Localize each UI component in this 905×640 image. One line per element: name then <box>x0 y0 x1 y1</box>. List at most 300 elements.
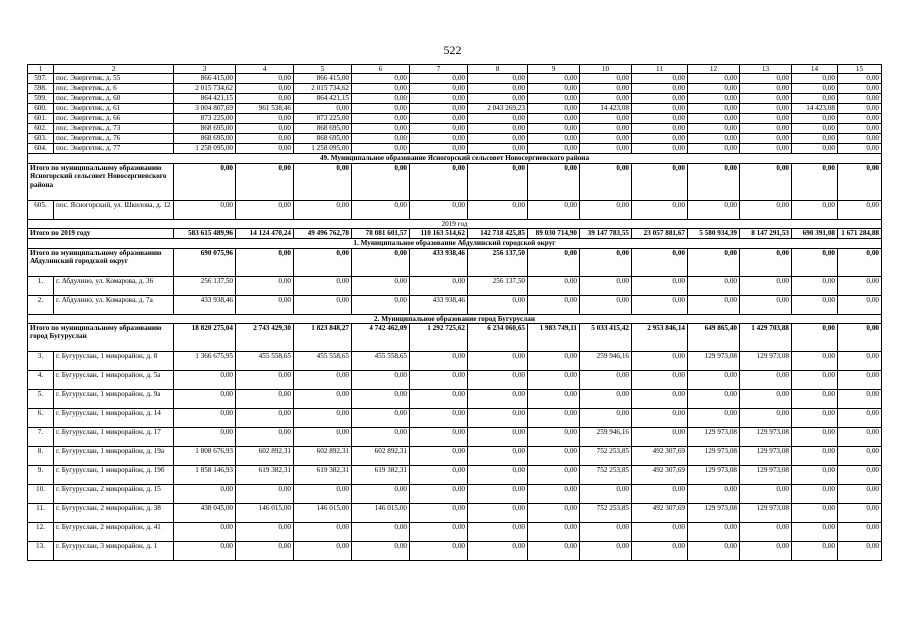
address-cell: пос. Энергетик, д. 60 <box>54 94 174 104</box>
value-cell: 0,00 <box>838 485 882 504</box>
address-cell: г. Бугуруслан, 1 микрорайон, д. 19б <box>54 466 174 485</box>
value-cell: 0,00 <box>528 390 580 409</box>
value-cell: 0,00 <box>580 94 632 104</box>
value-cell: 0,00 <box>352 485 410 504</box>
address-cell: г. Бугуруслан, 2 микрорайон, д. 15 <box>54 485 174 504</box>
total-value: 89 030 714,90 <box>528 229 580 239</box>
total-value: 0,00 <box>632 248 688 276</box>
value-cell: 0,00 <box>688 84 740 94</box>
table-row <box>28 352 882 371</box>
value-cell: 0,00 <box>838 144 882 154</box>
table-row <box>28 104 882 114</box>
table-row <box>28 74 882 84</box>
address-cell: пос. Ясногорский, ул. Шкилова, д. 12 <box>54 200 174 219</box>
value-cell: 0,00 <box>468 504 528 523</box>
value-cell: 868 695,00 <box>174 124 236 134</box>
value-cell: 0,00 <box>236 390 294 409</box>
value-cell: 0,00 <box>792 144 838 154</box>
value-cell: 0,00 <box>352 144 410 154</box>
value-cell: 3 004 807,69 <box>174 104 236 114</box>
value-cell: 0,00 <box>528 504 580 523</box>
header-cell: 7 <box>410 65 468 74</box>
total-value: 0,00 <box>294 248 352 276</box>
value-cell: 0,00 <box>410 74 468 84</box>
value-cell: 259 946,16 <box>580 428 632 447</box>
total-value: 0,00 <box>688 163 740 200</box>
total-value: 0,00 <box>632 163 688 200</box>
value-cell: 0,00 <box>632 276 688 295</box>
value-cell: 0,00 <box>410 447 468 466</box>
address-cell: г. Бугуруслан, 1 микрорайон, д. 8 <box>54 352 174 371</box>
value-cell: 0,00 <box>528 74 580 84</box>
value-cell: 0,00 <box>688 409 740 428</box>
year-header <box>28 219 882 228</box>
total-value: 23 057 881,67 <box>632 229 688 239</box>
value-cell: 0,00 <box>352 523 410 542</box>
total-value: 0,00 <box>838 248 882 276</box>
value-cell: 129 973,08 <box>740 504 792 523</box>
value-cell: 0,00 <box>688 200 740 219</box>
address-cell: г. Абдулино, ул. Комарова, д. 36 <box>54 276 174 295</box>
value-cell: 0,00 <box>580 84 632 94</box>
value-cell: 0,00 <box>688 295 740 314</box>
value-cell: 0,00 <box>528 114 580 124</box>
value-cell: 0,00 <box>410 466 468 485</box>
value-cell: 0,00 <box>688 134 740 144</box>
value-cell: 0,00 <box>688 371 740 390</box>
value-cell: 619 382,31 <box>236 466 294 485</box>
value-cell: 0,00 <box>410 352 468 371</box>
value-cell: 0,00 <box>740 542 792 561</box>
total-value: 1 823 848,27 <box>294 324 352 352</box>
value-cell: 619 382,31 <box>294 466 352 485</box>
address-cell: г. Бугуруслан, 3 микрорайон, д. 1 <box>54 542 174 561</box>
value-cell: 0,00 <box>174 523 236 542</box>
value-cell: 259 946,16 <box>580 352 632 371</box>
value-cell: 0,00 <box>174 485 236 504</box>
table-row <box>28 114 882 124</box>
value-cell: 0,00 <box>740 485 792 504</box>
value-cell: 866 415,00 <box>294 74 352 84</box>
value-cell: 0,00 <box>740 295 792 314</box>
total-value: 14 124 470,24 <box>236 229 294 239</box>
value-cell: 0,00 <box>838 409 882 428</box>
address-cell: г. Бугуруслан, 1 микрорайон, д. 14 <box>54 409 174 428</box>
value-cell: 0,00 <box>792 409 838 428</box>
total-value: 0,00 <box>528 163 580 200</box>
total-value: 433 938,46 <box>410 248 468 276</box>
value-cell: 0,00 <box>740 390 792 409</box>
value-cell: 0,00 <box>352 114 410 124</box>
value-cell: 0,00 <box>792 276 838 295</box>
total-value: 5 033 415,42 <box>580 324 632 352</box>
section-header <box>28 314 882 323</box>
value-cell: 0,00 <box>792 466 838 485</box>
total-value: 4 742 462,09 <box>352 324 410 352</box>
value-cell: 146 015,00 <box>294 504 352 523</box>
value-cell: 0,00 <box>468 409 528 428</box>
page-number: 522 <box>443 43 462 57</box>
total-value: 1 429 703,88 <box>740 324 792 352</box>
value-cell: 0,00 <box>838 276 882 295</box>
row-number: 602. <box>28 124 54 134</box>
value-cell: 0,00 <box>528 84 580 94</box>
header-cell: 6 <box>352 65 410 74</box>
address-cell: пос. Энергетик, д. 77 <box>54 144 174 154</box>
value-cell: 129 973,08 <box>688 447 740 466</box>
section-title: 49. Муниципальное образование Ясногорский сельсовет Новосергиевского района <box>28 154 882 163</box>
value-cell: 0,00 <box>792 428 838 447</box>
header-cell: 9 <box>528 65 580 74</box>
section-title: 2. Муниципальное образование город Бугуруслан <box>28 314 882 323</box>
value-cell: 0,00 <box>236 74 294 84</box>
value-cell: 0,00 <box>352 428 410 447</box>
value-cell: 868 695,00 <box>294 134 352 144</box>
address-cell: г. Бугуруслан, 2 микрорайон, д. 38 <box>54 504 174 523</box>
total-value: 1 292 725,62 <box>410 324 468 352</box>
total-value: 0,00 <box>294 163 352 200</box>
value-cell: 0,00 <box>632 428 688 447</box>
value-cell: 0,00 <box>294 542 352 561</box>
total-value: 690 075,96 <box>174 248 236 276</box>
value-cell: 0,00 <box>352 94 410 104</box>
value-cell: 492 307,69 <box>632 466 688 485</box>
header-cell: 3 <box>174 65 236 74</box>
value-cell: 752 253,85 <box>580 466 632 485</box>
section-title: 1. Муниципальное образование Абдулинский городской округ <box>28 239 882 248</box>
value-cell: 0,00 <box>528 447 580 466</box>
value-cell: 0,00 <box>468 74 528 84</box>
value-cell: 0,00 <box>468 485 528 504</box>
row-number: 603. <box>28 134 54 144</box>
value-cell: 602 892,31 <box>236 447 294 466</box>
address-cell: пос. Энергетик, д. 6 <box>54 84 174 94</box>
row-number: 599. <box>28 94 54 104</box>
value-cell: 0,00 <box>838 447 882 466</box>
value-cell: 492 307,69 <box>632 504 688 523</box>
value-cell: 0,00 <box>792 295 838 314</box>
value-cell: 0,00 <box>528 134 580 144</box>
value-cell: 0,00 <box>632 144 688 154</box>
value-cell: 492 307,69 <box>632 447 688 466</box>
value-cell: 0,00 <box>528 352 580 371</box>
value-cell: 256 137,50 <box>174 276 236 295</box>
table-row <box>28 94 882 104</box>
value-cell: 0,00 <box>580 200 632 219</box>
value-cell: 0,00 <box>174 542 236 561</box>
value-cell: 0,00 <box>410 144 468 154</box>
value-cell: 0,00 <box>740 523 792 542</box>
value-cell: 0,00 <box>294 295 352 314</box>
value-cell: 961 538,46 <box>236 104 294 114</box>
value-cell: 0,00 <box>410 114 468 124</box>
total-value: 39 147 783,55 <box>580 229 632 239</box>
table-row <box>28 390 882 409</box>
value-cell: 619 382,31 <box>352 466 410 485</box>
value-cell: 864 421,15 <box>294 94 352 104</box>
value-cell: 0,00 <box>580 409 632 428</box>
value-cell: 0,00 <box>688 74 740 84</box>
value-cell: 0,00 <box>838 200 882 219</box>
address-cell: г. Бугуруслан, 1 микрорайон, д. 17 <box>54 428 174 447</box>
value-cell: 0,00 <box>174 390 236 409</box>
value-cell: 2 015 734,62 <box>174 84 236 94</box>
row-number: 600. <box>28 104 54 114</box>
value-cell: 0,00 <box>528 144 580 154</box>
total-value: 690 391,08 <box>792 229 838 239</box>
total-value: 49 496 762,78 <box>294 229 352 239</box>
value-cell: 0,00 <box>688 523 740 542</box>
value-cell: 0,00 <box>352 371 410 390</box>
value-cell: 0,00 <box>236 295 294 314</box>
value-cell: 433 938,46 <box>174 295 236 314</box>
value-cell: 0,00 <box>792 447 838 466</box>
value-cell: 0,00 <box>352 134 410 144</box>
value-cell: 0,00 <box>236 542 294 561</box>
value-cell: 0,00 <box>410 428 468 447</box>
value-cell: 0,00 <box>236 409 294 428</box>
value-cell: 0,00 <box>410 124 468 134</box>
header-cell: 8 <box>468 65 528 74</box>
address-cell: г. Абдулино, ул. Комарова, д. 7а <box>54 295 174 314</box>
total-value: 0,00 <box>236 163 294 200</box>
value-cell: 0,00 <box>468 134 528 144</box>
row-number: 4. <box>28 371 54 390</box>
value-cell: 0,00 <box>838 134 882 144</box>
value-cell: 0,00 <box>410 104 468 114</box>
address-cell: г. Бугуруслан, 1 микрорайон, д. 9а <box>54 390 174 409</box>
value-cell: 0,00 <box>468 124 528 134</box>
value-cell: 1 258 095,00 <box>294 144 352 154</box>
value-cell: 868 695,00 <box>174 134 236 144</box>
value-cell: 0,00 <box>236 84 294 94</box>
value-cell: 433 938,46 <box>410 295 468 314</box>
value-cell: 0,00 <box>528 124 580 134</box>
value-cell: 0,00 <box>838 504 882 523</box>
value-cell: 868 695,00 <box>294 124 352 134</box>
table-row <box>28 371 882 390</box>
total-value: 0,00 <box>792 248 838 276</box>
value-cell: 0,00 <box>468 466 528 485</box>
header-cell: 1 <box>28 65 54 74</box>
table-row <box>28 409 882 428</box>
year-label: 2019 год <box>28 219 882 228</box>
value-cell: 0,00 <box>688 144 740 154</box>
value-cell: 0,00 <box>236 428 294 447</box>
value-cell: 0,00 <box>632 390 688 409</box>
value-cell: 0,00 <box>236 144 294 154</box>
total-value: 649 865,40 <box>688 324 740 352</box>
value-cell: 0,00 <box>236 485 294 504</box>
table-row <box>28 84 882 94</box>
value-cell: 0,00 <box>580 523 632 542</box>
value-cell: 0,00 <box>410 134 468 144</box>
value-cell: 0,00 <box>352 74 410 84</box>
total-value: 0,00 <box>792 163 838 200</box>
value-cell: 0,00 <box>838 124 882 134</box>
value-cell: 0,00 <box>792 94 838 104</box>
row-number: 7. <box>28 428 54 447</box>
value-cell: 0,00 <box>410 504 468 523</box>
table-row <box>28 542 882 561</box>
value-cell: 0,00 <box>792 352 838 371</box>
value-cell: 129 973,08 <box>688 466 740 485</box>
value-cell: 0,00 <box>528 466 580 485</box>
value-cell: 256 137,50 <box>468 276 528 295</box>
value-cell: 0,00 <box>410 523 468 542</box>
value-cell: 0,00 <box>174 428 236 447</box>
row-number: 8. <box>28 447 54 466</box>
row-number: 13. <box>28 542 54 561</box>
value-cell: 0,00 <box>792 390 838 409</box>
value-cell: 2 043 269,23 <box>468 104 528 114</box>
address-cell: г. Бугуруслан, 1 микрорайон, д. 19а <box>54 447 174 466</box>
value-cell: 0,00 <box>174 409 236 428</box>
table-row <box>28 428 882 447</box>
total-value: 1 983 749,11 <box>528 324 580 352</box>
value-cell: 0,00 <box>236 523 294 542</box>
value-cell: 602 892,31 <box>294 447 352 466</box>
header-row <box>28 65 882 74</box>
value-cell: 129 973,08 <box>740 466 792 485</box>
value-cell: 0,00 <box>632 352 688 371</box>
value-cell: 1 258 095,00 <box>174 144 236 154</box>
total-label: Итого по муниципальному образованию Ясногорский сельсовет Новосергиевского района <box>28 163 174 200</box>
register-table <box>27 64 882 561</box>
value-cell: 1 808 676,93 <box>174 447 236 466</box>
total-value: 8 147 291,53 <box>740 229 792 239</box>
value-cell: 0,00 <box>792 84 838 94</box>
value-cell: 0,00 <box>580 144 632 154</box>
value-cell: 0,00 <box>410 200 468 219</box>
value-cell: 0,00 <box>528 485 580 504</box>
address-cell: пос. Энергетик, д. 66 <box>54 114 174 124</box>
value-cell: 2 015 734,62 <box>294 84 352 94</box>
total-value: 78 081 601,57 <box>352 229 410 239</box>
value-cell: 0,00 <box>352 542 410 561</box>
value-cell: 0,00 <box>632 74 688 84</box>
table-row <box>28 485 882 504</box>
value-cell: 0,00 <box>632 409 688 428</box>
value-cell: 0,00 <box>838 94 882 104</box>
value-cell: 0,00 <box>410 84 468 94</box>
value-cell: 866 415,00 <box>174 74 236 84</box>
total-value: 0,00 <box>528 248 580 276</box>
value-cell: 129 973,08 <box>688 504 740 523</box>
value-cell: 0,00 <box>740 104 792 114</box>
total-value: 142 718 425,85 <box>468 229 528 239</box>
value-cell: 129 973,08 <box>740 447 792 466</box>
value-cell: 0,00 <box>632 523 688 542</box>
value-cell: 0,00 <box>352 390 410 409</box>
section-header <box>28 239 882 248</box>
value-cell: 0,00 <box>468 295 528 314</box>
value-cell: 0,00 <box>294 104 352 114</box>
total-value: 0,00 <box>174 163 236 200</box>
value-cell: 0,00 <box>792 485 838 504</box>
address-cell: пос. Энергетик, д. 61 <box>54 104 174 114</box>
value-cell: 0,00 <box>528 276 580 295</box>
value-cell: 0,00 <box>688 390 740 409</box>
row-number: 601. <box>28 114 54 124</box>
value-cell: 0,00 <box>838 390 882 409</box>
value-cell: 0,00 <box>294 200 352 219</box>
value-cell: 0,00 <box>236 114 294 124</box>
value-cell: 0,00 <box>838 542 882 561</box>
total-value: 0,00 <box>580 163 632 200</box>
total-value: 0,00 <box>792 324 838 352</box>
value-cell: 0,00 <box>838 114 882 124</box>
total-value: 0,00 <box>688 248 740 276</box>
value-cell: 0,00 <box>236 124 294 134</box>
value-cell: 0,00 <box>580 74 632 84</box>
row-number: 12. <box>28 523 54 542</box>
table-row <box>28 504 882 523</box>
table-row <box>28 523 882 542</box>
total-row <box>28 324 882 352</box>
value-cell: 0,00 <box>838 84 882 94</box>
value-cell: 0,00 <box>410 390 468 409</box>
row-number: 11. <box>28 504 54 523</box>
value-cell: 0,00 <box>580 295 632 314</box>
value-cell: 0,00 <box>468 371 528 390</box>
row-number: 2. <box>28 295 54 314</box>
value-cell: 14 423,08 <box>580 104 632 114</box>
value-cell: 0,00 <box>740 84 792 94</box>
value-cell: 0,00 <box>528 428 580 447</box>
value-cell: 0,00 <box>352 409 410 428</box>
value-cell: 0,00 <box>740 74 792 84</box>
value-cell: 0,00 <box>580 371 632 390</box>
value-cell: 0,00 <box>632 104 688 114</box>
row-number: 605. <box>28 200 54 219</box>
value-cell: 0,00 <box>236 200 294 219</box>
header-cell: 12 <box>688 65 740 74</box>
value-cell: 0,00 <box>580 542 632 561</box>
value-cell: 0,00 <box>236 276 294 295</box>
value-cell: 0,00 <box>528 409 580 428</box>
value-cell: 0,00 <box>294 390 352 409</box>
value-cell: 0,00 <box>468 352 528 371</box>
value-cell: 0,00 <box>174 200 236 219</box>
value-cell: 0,00 <box>632 134 688 144</box>
total-value: 0,00 <box>352 248 410 276</box>
value-cell: 0,00 <box>294 523 352 542</box>
value-cell: 438 045,00 <box>174 504 236 523</box>
value-cell: 0,00 <box>294 409 352 428</box>
value-cell: 0,00 <box>792 504 838 523</box>
row-number: 3. <box>28 352 54 371</box>
table-row <box>28 144 882 154</box>
total-value: 18 820 275,04 <box>174 324 236 352</box>
value-cell: 873 225,00 <box>294 114 352 124</box>
value-cell: 0,00 <box>792 371 838 390</box>
value-cell: 0,00 <box>632 371 688 390</box>
value-cell: 0,00 <box>632 485 688 504</box>
row-number: 604. <box>28 144 54 154</box>
value-cell: 146 015,00 <box>352 504 410 523</box>
value-cell: 0,00 <box>688 276 740 295</box>
value-cell: 0,00 <box>528 200 580 219</box>
value-cell: 0,00 <box>410 542 468 561</box>
value-cell: 0,00 <box>468 542 528 561</box>
address-cell: пос. Энергетик, д. 55 <box>54 74 174 84</box>
value-cell: 455 558,65 <box>294 352 352 371</box>
value-cell: 0,00 <box>792 542 838 561</box>
value-cell: 0,00 <box>468 390 528 409</box>
value-cell: 129 973,08 <box>740 352 792 371</box>
header-cell: 4 <box>236 65 294 74</box>
